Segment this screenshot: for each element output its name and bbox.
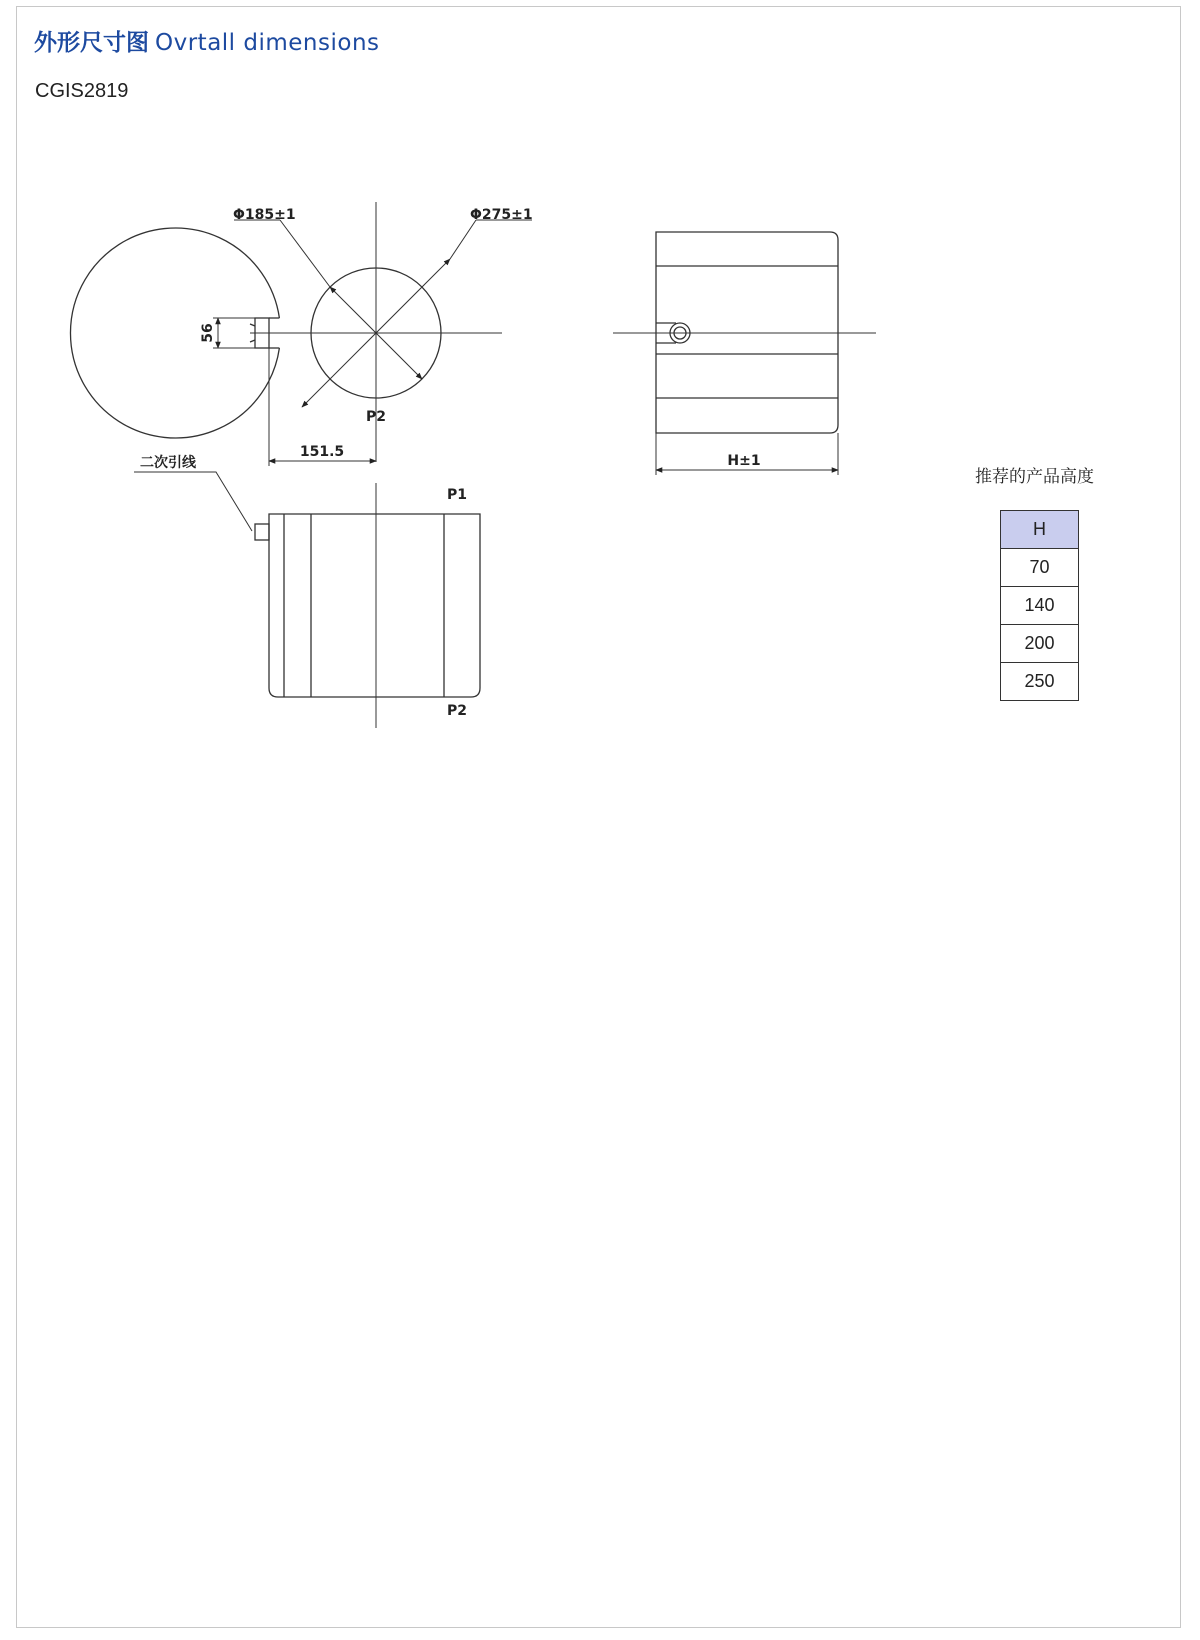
top-view — [70, 202, 532, 466]
outer-diameter-label: Φ275±1 — [470, 207, 533, 223]
secondary-lead-leader — [134, 472, 252, 531]
height-table-caption: 推荐的产品高度 — [975, 467, 1094, 487]
front-view — [134, 472, 480, 728]
model-number: CGIS2819 — [35, 80, 129, 102]
p2-label: P2 — [447, 703, 468, 719]
height-row: 140 — [1001, 587, 1079, 625]
height-row: 250 — [1001, 663, 1079, 701]
front-body — [269, 514, 480, 697]
height-table-header: H — [1001, 511, 1079, 549]
inner-diameter-label: Φ185±1 — [233, 207, 296, 223]
front-lead — [255, 524, 269, 540]
height-table — [1000, 510, 1079, 701]
center-offset-label: 151.5 — [299, 444, 345, 460]
lead-width-label: 56 — [200, 323, 216, 343]
side-view — [613, 232, 876, 475]
outer-ring — [70, 228, 279, 438]
title-zh: 外形尺寸图 — [34, 30, 149, 56]
title-en: Ovrtall dimensions — [155, 30, 380, 56]
top-view-p2-label: P2 — [366, 409, 387, 425]
p1-label: P1 — [447, 487, 468, 503]
height-row: 200 — [1001, 625, 1079, 663]
height-row: 70 — [1001, 549, 1079, 587]
secondary-lead-label: 二次引线 — [140, 455, 196, 471]
height-dim-label: H±1 — [727, 453, 761, 469]
